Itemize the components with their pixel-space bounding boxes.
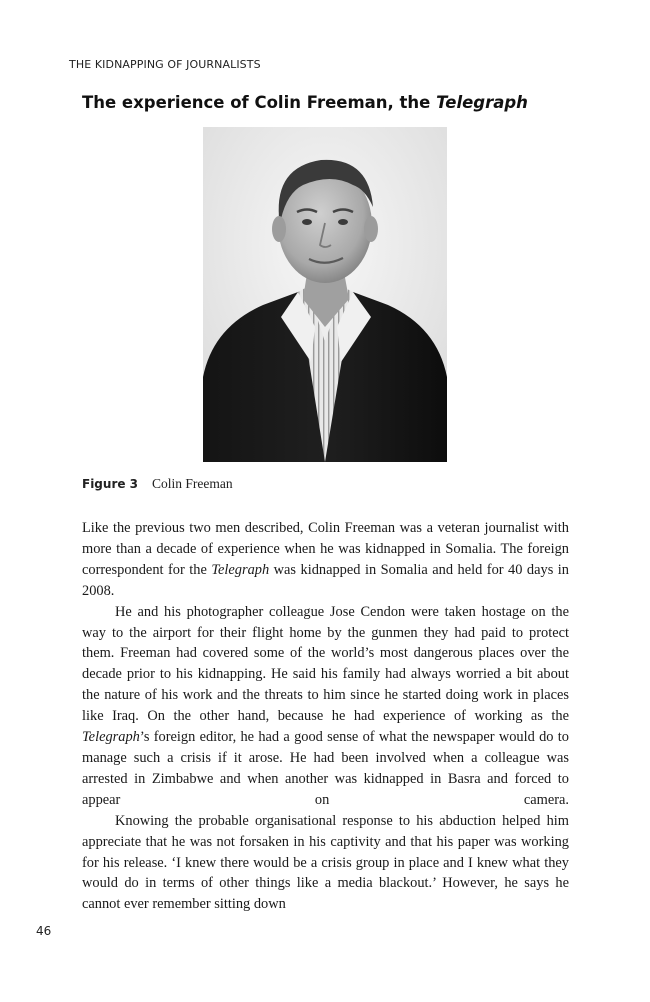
page-number: 46 [36,924,52,938]
paragraph-text: He and his photographer colleague Jose Cendon were taken hostage on the way to the airport for their flight home by the gunmen they had paid to protect them. Freeman had covered some of the world’s most dangerous places over the decade prior to his kidnapping. He said his family had always worried a bit about the nature of his work and the threats to him since he started doing work in places like Iraq. On the other hand, because he had experience of working as the [82,603,569,725]
figure-label: Figure 3 [82,477,139,491]
body-paragraph [82,811,569,916]
section-title [82,93,528,112]
paragraph-text: Knowing the probable organisational response to his abduction helped him appreciate that he was not forsaken in his captivity and that his paper was working for his release. ‘I knew there would be a crisis group in place and I knew what they would do in terms of other things like a media blackout.’ However, he says he cannot ever remember sitting down [82,812,569,913]
italic-text: Telegraph [211,561,270,578]
italic-text: Telegraph [82,729,140,746]
paragraph-text: ’s foreign editor, he had a good sense of what the newspaper would do to manage such a crisis if it arose. He had been involved when a colleague was arrested in Zimbabwe and when another was kidnapped in Basra and forced to appear on camera. [82,729,569,808]
body-text [82,518,569,915]
paragraph-text: was kidnapped in Somalia and held for 40 days in 2008. [82,561,569,599]
paragraph-text: Like the previous two men described, Colin Freeman was a veteran journalist with more than a decade of experience when he was kidnapped in Somalia. The foreign correspondent for the [82,520,569,578]
portrait-photo [203,127,447,462]
figure-caption [82,476,233,492]
section-title-text: The experience of Colin Freeman, the [82,93,437,112]
running-head: THE KIDNAPPING OF JOURNALISTS [69,58,261,71]
section-title-publication: Telegraph [436,93,528,112]
figure-caption-text: Colin Freeman [152,476,233,491]
portrait-illustration [203,127,447,462]
body-paragraph [82,518,569,602]
body-paragraph [82,602,569,811]
